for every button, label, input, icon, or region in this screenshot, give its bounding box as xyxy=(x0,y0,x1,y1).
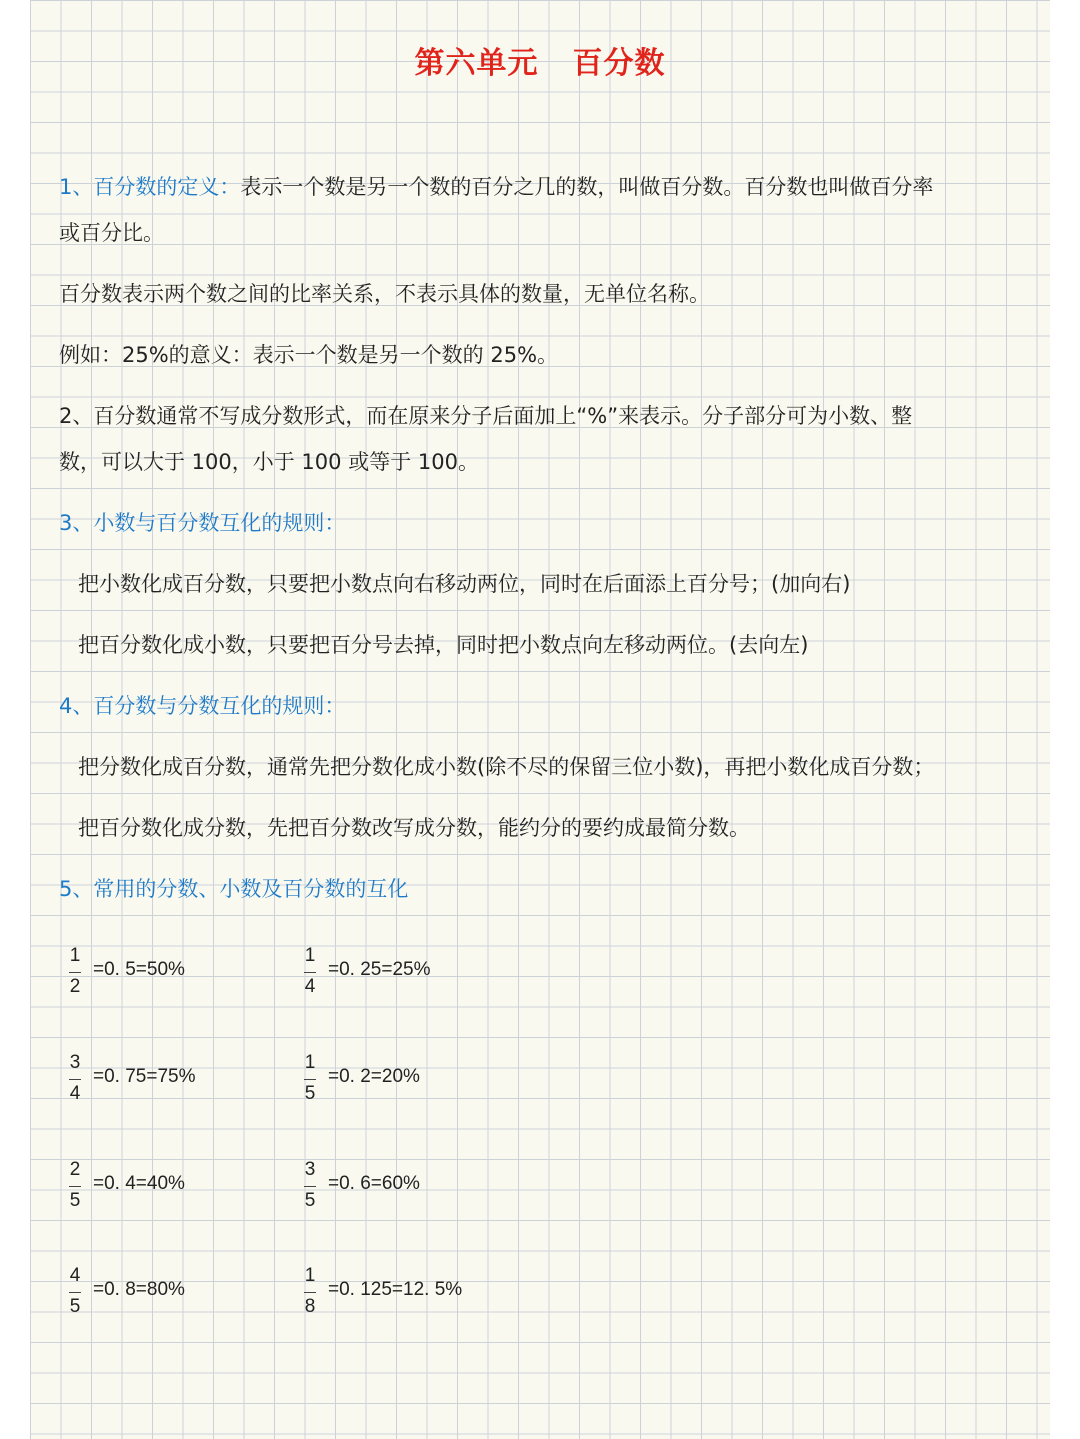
conversion-result: =0. 75=75% xyxy=(93,1066,196,1087)
denominator: 5 xyxy=(304,1083,316,1104)
ratio-paragraph: 百分数表示两个数之间的比率关系，不表示具体的数量，无单位名称。 xyxy=(59,282,710,306)
numerator: 3 xyxy=(69,1052,81,1073)
conversion-result: =0. 2=20% xyxy=(328,1066,420,1087)
denominator: 5 xyxy=(69,1296,81,1317)
section-4-rule-1: 把分数化成百分数，通常先把分数化成小数(除不尽的保留三位小数)，再把小数化成百分数； xyxy=(78,755,935,779)
numerator: 4 xyxy=(69,1265,81,1286)
section-2-line-2: 数，可以大于 100，小于 100 或等于 100。 xyxy=(59,450,479,474)
numerator: 1 xyxy=(304,945,316,966)
conversion-result: =0. 4=40% xyxy=(93,1173,185,1194)
fraction-bar xyxy=(304,1186,316,1187)
conversion-result: =0. 6=60% xyxy=(328,1173,420,1194)
denominator: 5 xyxy=(69,1190,81,1211)
section-3-heading: 3、小数与百分数互化的规则： xyxy=(59,511,346,535)
section-3-rule-1: 把小数化成百分数，只要把小数点向右移动两位，同时在后面添上百分号；(加向右) xyxy=(78,572,851,596)
fraction-bar xyxy=(69,1186,81,1187)
fraction-bar xyxy=(304,1292,316,1293)
numerator: 1 xyxy=(304,1052,316,1073)
fraction-bar xyxy=(69,972,81,973)
section-1-text: 表示一个数是另一个数的百分之几的数，叫做百分数。百分数也叫做百分率 xyxy=(240,175,934,199)
numerator: 2 xyxy=(69,1159,81,1180)
denominator: 2 xyxy=(69,976,81,997)
denominator: 5 xyxy=(304,1190,316,1211)
fraction-bar xyxy=(304,1079,316,1080)
numerator: 1 xyxy=(69,945,81,966)
fraction-bar xyxy=(69,1292,81,1293)
conversion-result: =0. 8=80% xyxy=(93,1279,185,1300)
section-2-line-1: 2、百分数通常不写成分数形式，而在原来分子后面加上“%”来表示。分子部分可为小数、整 xyxy=(59,404,913,428)
conversion-result: =0. 125=12. 5% xyxy=(328,1279,463,1300)
example-paragraph: 例如：25%的意义：表示一个数是另一个数的 25%。 xyxy=(59,343,559,367)
page-title xyxy=(0,38,1080,82)
section-5-heading: 5、常用的分数、小数及百分数的互化 xyxy=(59,877,409,901)
section-3-rule-2: 把百分数化成小数，只要把百分号去掉，同时把小数点向左移动两位。(去向左) xyxy=(78,633,809,657)
section-1-continuation: 或百分比。 xyxy=(59,221,164,245)
section-1-line xyxy=(59,172,933,202)
numerator: 3 xyxy=(304,1159,316,1180)
section-4-heading: 4、百分数与分数互化的规则： xyxy=(59,694,346,718)
numerator: 1 xyxy=(304,1265,316,1286)
conversion-result: =0. 25=25% xyxy=(328,959,431,980)
section-1-heading: 1、百分数的定义： xyxy=(59,175,241,199)
fraction-bar xyxy=(304,972,316,973)
topic-label: 百分数 xyxy=(572,46,666,81)
denominator: 8 xyxy=(304,1296,316,1317)
denominator: 4 xyxy=(304,976,316,997)
unit-label: 第六单元 xyxy=(414,46,539,81)
conversion-result: =0. 5=50% xyxy=(93,959,185,980)
fraction-bar xyxy=(69,1079,81,1080)
section-4-rule-2: 把百分数化成分数，先把百分数改写成分数，能约分的要约成最简分数。 xyxy=(78,816,750,840)
denominator: 4 xyxy=(69,1083,81,1104)
